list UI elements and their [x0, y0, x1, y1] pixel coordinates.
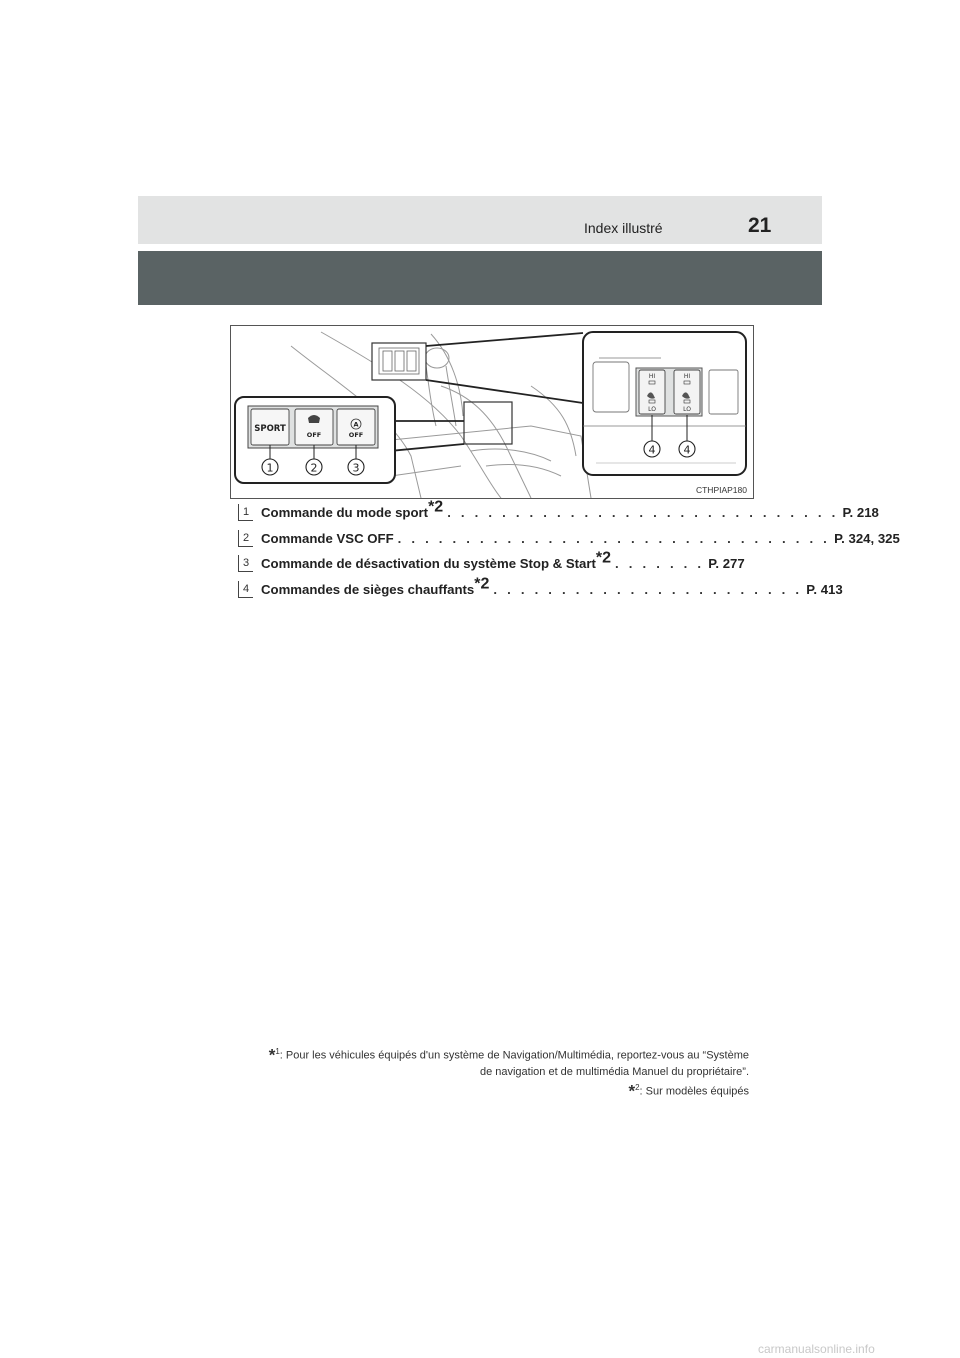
- note-mark: *2: [428, 498, 444, 516]
- note-mark: *2: [474, 575, 490, 593]
- item-label: Commandes de sièges chauffants*2: [261, 575, 490, 597]
- list-item[interactable]: [238, 575, 843, 608]
- svg-text:HI: HI: [648, 373, 656, 380]
- footnotes: [189, 1044, 749, 1099]
- list-item[interactable]: [238, 498, 879, 531]
- footnote-star: *: [628, 1081, 636, 1101]
- svg-text:2: 2: [310, 461, 318, 475]
- console-drawing: [231, 326, 753, 498]
- footnote-mark: 1: [275, 1047, 280, 1056]
- svg-text:OFF: OFF: [348, 431, 364, 439]
- list-item[interactable]: [238, 530, 900, 557]
- footnote-1: $*_1$: Pour les véhicules équipés d'un système de Navigation/Multimédia, reportez-vous au “Système: [268, 1045, 749, 1065]
- page-reference[interactable]: P. 218: [842, 505, 879, 520]
- svg-text:OFF: OFF: [306, 431, 322, 439]
- item-number: 1: [238, 504, 253, 521]
- page-number: 21: [748, 214, 772, 237]
- page-reference[interactable]: P. 277: [708, 556, 745, 571]
- item-list: [238, 498, 900, 607]
- svg-text:LO: LO: [683, 406, 691, 413]
- footnote-mark: 2: [635, 1082, 640, 1092]
- section-bar: [138, 251, 822, 305]
- item-number: 2: [238, 530, 253, 547]
- footnote-2: $*_2$: Sur modèles équipés: [628, 1081, 749, 1101]
- figure-code: CTHPIAP180: [695, 485, 747, 495]
- svg-text:4: 4: [648, 443, 656, 457]
- item-label: Commande VSC OFF: [261, 530, 394, 546]
- leader-dots: . . . . . . .: [615, 556, 705, 571]
- svg-text:HI: HI: [683, 373, 691, 380]
- item-label: Commande de désactivation du système Stop & Start*2: [261, 549, 612, 571]
- header-band: [138, 196, 822, 244]
- page-reference[interactable]: P. 324, 325: [834, 530, 900, 546]
- svg-text:SPORT: SPORT: [254, 424, 286, 434]
- item-number: 3: [238, 555, 253, 572]
- svg-text:3: 3: [352, 461, 360, 475]
- console-illustration: [230, 325, 754, 499]
- footnote-star: *: [268, 1045, 276, 1065]
- note-mark: *2: [595, 549, 612, 567]
- item-number: 4: [238, 581, 253, 598]
- svg-text:LO: LO: [648, 406, 656, 413]
- svg-text:4: 4: [683, 443, 691, 457]
- watermark: carmanualsonline.info: [758, 1342, 875, 1356]
- svg-text:A: A: [353, 420, 359, 429]
- page-reference[interactable]: P. 413: [806, 581, 843, 597]
- leader-dots: . . . . . . . . . . . . . . . . . . . . . . . . . . . . . . . .: [397, 530, 831, 546]
- svg-text:1: 1: [266, 461, 274, 475]
- item-label: Commande du mode sport*2: [261, 498, 444, 520]
- section-title: Index illustré: [584, 220, 663, 236]
- footnote-1-continued: de navigation et de multimédia Manuel du propriétaire”.: [479, 1065, 749, 1078]
- leader-dots: . . . . . . . . . . . . . . . . . . . . . . . . . . . . .: [447, 505, 839, 520]
- leader-dots: . . . . . . . . . . . . . . . . . . . . . . .: [493, 581, 803, 597]
